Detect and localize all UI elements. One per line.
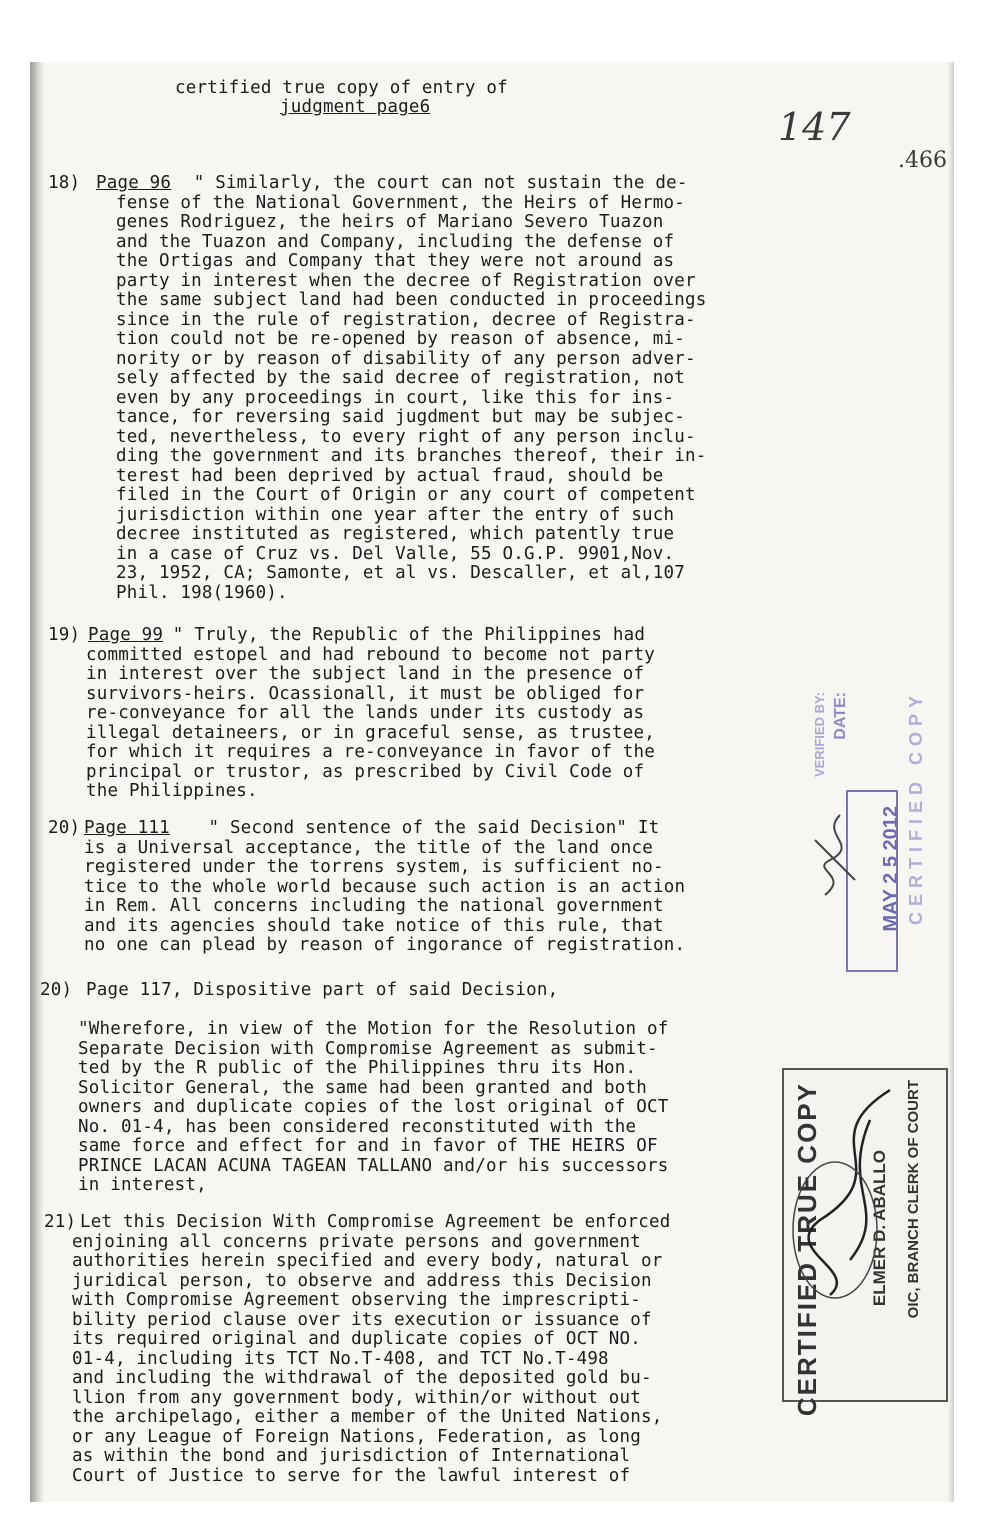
- text-line: and its agencies should take notice of this rule, that: [84, 915, 664, 936]
- text-line: and the Tuazon and Company, including the defense of: [116, 231, 675, 252]
- text-line: " Second sentence of the said Decision" It: [187, 818, 660, 838]
- certified-stamp-title: CERTIFIED TRUE COPY: [792, 1082, 822, 1417]
- text-line: party in interest when the decree of Registration over: [116, 270, 696, 291]
- text-line: llion from any government body, within/or without out: [72, 1387, 642, 1408]
- text-line: Solicitor General, the same had been granted and both: [78, 1077, 648, 1098]
- text-line: owners and duplicate copies of the lost original of OCT: [78, 1097, 669, 1117]
- text-line: committed estopel and had rebound to become not party: [86, 644, 656, 665]
- text-line: "Wherefore, in view of the Motion for the Resolution of: [78, 1019, 669, 1039]
- text-line: registered under the torrens system, is sufficient no-: [84, 857, 664, 877]
- text-line: enjoining all concerns private persons and government: [72, 1231, 642, 1252]
- text-line: the same subject land had been conducted in proceedings: [116, 290, 707, 310]
- paragraph-number: 19): [48, 625, 81, 645]
- text-line: sely affected by the said decree of registration, not: [116, 368, 686, 388]
- date-stamp-side-text: CERTIFIED COPY: [906, 690, 926, 926]
- text-line: same force and effect for and in favor of THE HEIRS OF: [78, 1136, 658, 1156]
- text-line: Court of Justice to serve for the lawful interest of: [72, 1465, 631, 1486]
- header-line-2: judgment page6: [280, 97, 431, 117]
- text-line: survivors-heirs. Ocassionall, it must be obliged for: [86, 683, 645, 704]
- handwritten-page-number: 147: [778, 105, 851, 149]
- text-line: ted, nevertheless, to every right of any person inclu-: [116, 426, 696, 447]
- text-line: and including the withdrawal of the deposited gold bu-: [72, 1368, 652, 1388]
- text-line: tion could not be re-opened by reason of absence, mi-: [116, 329, 686, 349]
- text-line: authorities herein specified and every body, natural or: [72, 1251, 663, 1271]
- text-line: in interest over the subject land in the presence of: [86, 664, 645, 684]
- date-stamp-verified-label: VERIFIED BY:: [812, 692, 827, 777]
- page-reference: Page 99: [88, 625, 164, 645]
- text-line: " Similarly, the court can not sustain the de-: [183, 173, 688, 193]
- text-line: no one can plead by reason of ingorance of registration.: [84, 935, 686, 955]
- text-line: No. 01-4, has been considered reconstituted with the: [78, 1116, 637, 1137]
- text-line: the Philippines.: [86, 781, 258, 801]
- scan-right-edge: [948, 62, 954, 1502]
- text-line: in interest,: [78, 1175, 207, 1195]
- clerk-signature: [770, 1080, 920, 1300]
- text-line: bility period clause over its execution or issuance of: [72, 1309, 652, 1330]
- text-line: ted by the R public of the Philippines thru its Hon.: [78, 1058, 637, 1078]
- text-line: as within the bond and jurisdiction of International: [72, 1446, 631, 1466]
- text-line: Separate Decision with Compromise Agreement as submit-: [78, 1038, 658, 1059]
- text-line: PRINCE LACAN ACUNA TAGEAN TALLANO and/or his successors: [78, 1155, 669, 1176]
- date-stamp-date-value: MAY 2 5 2012: [880, 806, 902, 932]
- text-line: is a Universal acceptance, the title of the land once: [84, 837, 654, 858]
- text-line: illegal detaineers, or in graceful sense, as trustee,: [86, 722, 656, 743]
- paragraph-number: 20): [40, 980, 73, 1000]
- text-line: re-conveyance for all the lands under its custody as: [86, 703, 645, 723]
- text-line: decree instituted as registered, which patently true: [116, 524, 675, 544]
- text-line: or any League of Foreign Nations, Federation, as long: [72, 1426, 642, 1447]
- text-line: fense of the National Government, the Heirs of Hermo-: [116, 192, 686, 213]
- header-line-1: certified true copy of entry of: [175, 78, 508, 98]
- text-line: in Rem. All concerns including the national government: [84, 896, 664, 916]
- text-line: Phil. 198(1960).: [116, 582, 288, 603]
- text-line: for which it requires a re-conveyance in favor of the: [86, 742, 656, 762]
- text-line: juridical person, to observe and address this Decision: [72, 1270, 652, 1291]
- date-stamp-date-label: DATE:: [832, 692, 849, 740]
- certified-stamp-name: ELMER D. ABALLO: [870, 1150, 889, 1307]
- text-line: genes Rodriguez, the heirs of Mariano Severo Tuazon: [116, 212, 664, 232]
- text-line: tice to the whole world because such action is an action: [84, 876, 686, 897]
- text-line: jurisdiction within one year after the entry of such: [116, 504, 675, 525]
- text-line: its required original and duplicate copies of OCT NO.: [72, 1329, 642, 1349]
- text-line: even by any proceedings in court, like this for ins-: [116, 387, 675, 408]
- text-line: Let this Decision With Compromise Agreement be enforced: [80, 1212, 671, 1232]
- text-line: " Truly, the Republic of the Philippines had: [162, 625, 646, 645]
- text-line: 23, 1952, CA; Samonte, et al vs. Descaller, et al,107: [116, 563, 686, 583]
- paragraph-number: 20): [48, 818, 81, 838]
- handwritten-folio: .466: [898, 148, 947, 173]
- page-reference: Page 96: [96, 173, 172, 193]
- text-line: filed in the Court of Origin or any court of competent: [116, 485, 696, 505]
- text-line: the archipelago, either a member of the United Nations,: [72, 1407, 663, 1427]
- text-line: Page 117, Dispositive part of said Decision,: [86, 980, 559, 1000]
- page-reference: Page 111: [84, 818, 170, 838]
- text-line: 01-4, including its TCT No.T-408, and TCT No.T-498: [72, 1348, 609, 1369]
- text-line: terest had been deprived by actual fraud, should be: [116, 465, 664, 486]
- paragraph-number: 18): [48, 173, 81, 193]
- text-line: in a case of Cruz vs. Del Valle, 55 O.G.P. 9901,Nov.: [116, 543, 675, 564]
- text-line: since in the rule of registration, decree of Registra-: [116, 309, 696, 330]
- text-line: with Compromise Agreement observing the imprescripti-: [72, 1290, 642, 1310]
- text-line: nority or by reason of disability of any person adver-: [116, 348, 696, 369]
- certified-stamp-office: OIC, BRANCH CLERK OF COURT: [905, 1080, 922, 1319]
- text-line: ding the government and its branches thereof, their in-: [116, 446, 707, 466]
- scan-binding-edge: [30, 62, 44, 1502]
- verifier-signature: [800, 810, 870, 900]
- text-line: tance, for reversing said jugdment but may be subjec-: [116, 407, 686, 427]
- text-line: the Ortigas and Company that they were not around as: [116, 251, 675, 271]
- text-line: principal or trustor, as prescribed by Civil Code of: [86, 761, 645, 782]
- paragraph-number: 21): [44, 1212, 77, 1232]
